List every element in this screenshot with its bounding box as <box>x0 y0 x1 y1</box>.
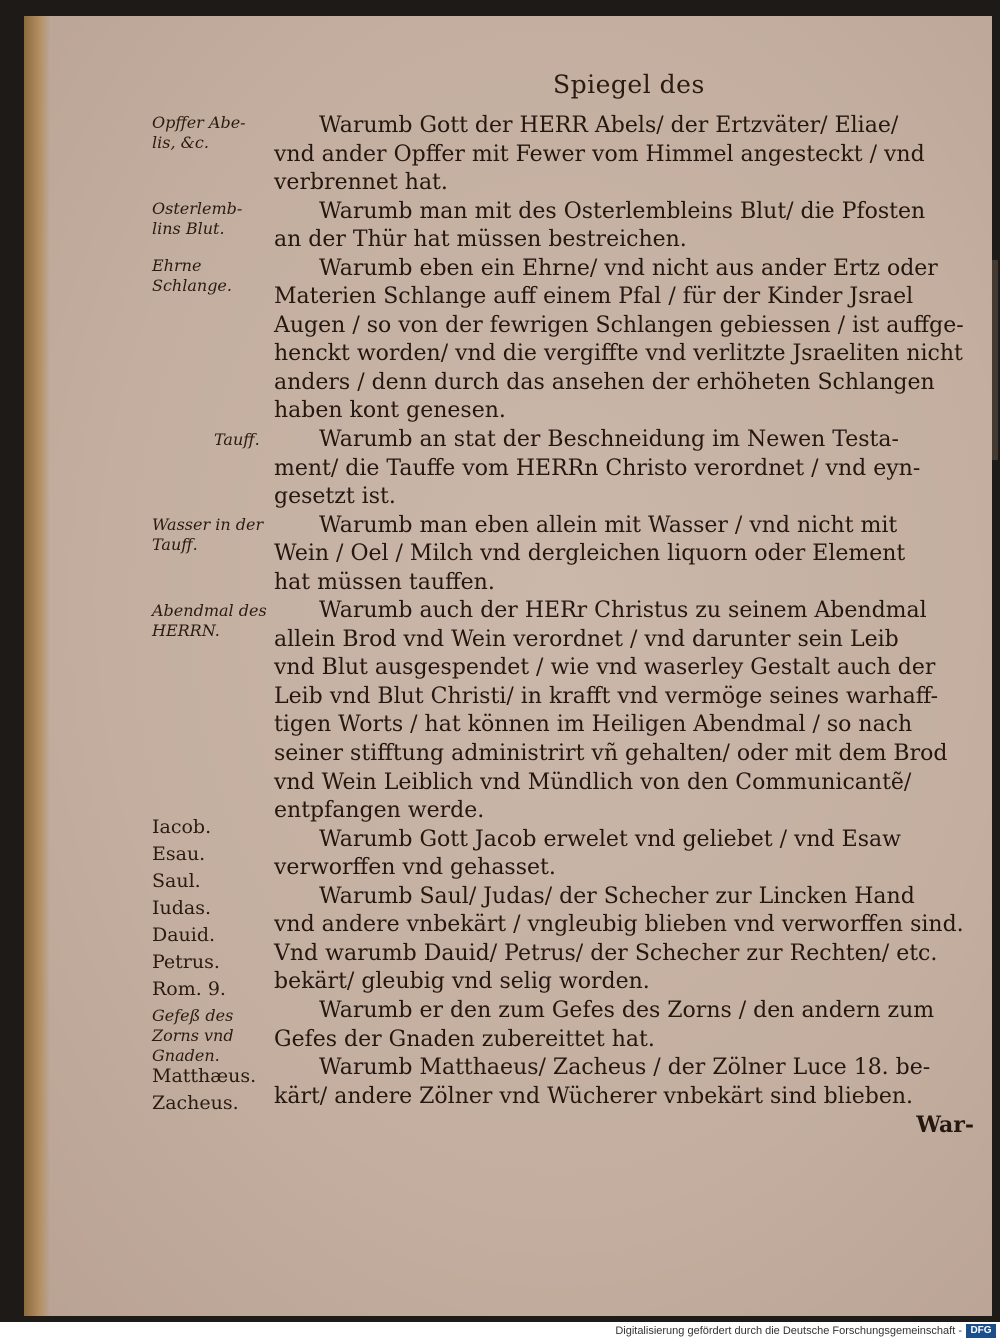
footer-bar <box>0 1322 1000 1341</box>
margin-note <box>152 113 274 153</box>
margin-note <box>152 515 274 555</box>
text-line: Wein / Oel / Milch vnd dergleichen liquorn oder Element <box>274 541 906 567</box>
paragraph <box>274 112 974 198</box>
running-header: Spiegel des <box>553 70 705 99</box>
text-line: vnd Wein Leiblich vnd Mündlich von den Communicantẽ/ <box>274 769 912 795</box>
text-line: kärt/ andere Zölner vnd Wücherer vnbekärt sind blieben. <box>274 1083 914 1109</box>
margin-note <box>152 814 274 1003</box>
text-line: Warumb Matthaeus/ Zacheus / der Zölner Luce 18. be- <box>319 1055 931 1081</box>
text-line: vnd andere vnbekärt / vngleubig blieben vnd verworffen sind. <box>274 912 964 938</box>
margin-note-line: Rom. 9. <box>152 978 226 1000</box>
margin-note-line: Petrus. <box>152 951 220 973</box>
paragraph <box>274 883 974 997</box>
paragraph <box>274 198 974 255</box>
text-line: verbrennet hat. <box>274 170 448 196</box>
margin-note-line: Dauid. <box>152 924 216 946</box>
text-line: Warumb man mit des Osterlembleins Blut/ die Pfosten <box>319 198 926 224</box>
text-line: Warumb Saul/ Judas/ der Schecher zur Lincken Hand <box>319 883 915 909</box>
text-line: Warumb Gott Jacob erwelet vnd geliebet / vnd Esaw <box>319 826 901 852</box>
text-line: Leib vnd Blut Christi/ in krafft vnd vermöge seines warhaff- <box>274 683 939 709</box>
text-line: Warumb an stat der Beschneidung im Newen Testa- <box>319 427 899 453</box>
main-text <box>274 112 974 1140</box>
page-right-edge <box>992 260 998 460</box>
text-line: gesetzt ist. <box>274 484 396 510</box>
margin-note-line: Schlange. <box>152 276 232 295</box>
margin-note <box>152 256 274 296</box>
text-line: henckt worden/ vnd die vergiffte vnd verlitzte Jsraeliten nicht <box>274 341 963 367</box>
text-line: Warumb Gott der HERR Abels/ der Ertzväter/ Eliae/ <box>319 113 899 138</box>
margin-note-line: Tauff. <box>214 430 260 449</box>
text-line: allein Brod vnd Wein verordnet / vnd darunter sein Leib <box>274 626 899 652</box>
margin-note-line: Zorns vnd <box>152 1026 234 1045</box>
margin-note-line: Wasser in der <box>152 515 264 534</box>
text-line: haben kont genesen. <box>274 398 506 424</box>
paragraph <box>274 512 974 598</box>
margin-note-line: Gefeß des <box>152 1006 234 1025</box>
margin-note-line: Iudas. <box>152 897 212 919</box>
paragraph <box>274 1054 974 1111</box>
margin-note-line: lins Blut. <box>152 219 225 238</box>
margin-note <box>152 1006 274 1066</box>
margin-note <box>152 199 274 239</box>
text-line: Warumb man eben allein mit Wasser / vnd nicht mit <box>319 512 898 538</box>
margin-note-line: Gnaden. <box>152 1046 220 1065</box>
text-line: entpfangen werde. <box>274 798 485 824</box>
page-gutter <box>24 16 50 1316</box>
text-line: bekärt/ gleubig vnd selig worden. <box>274 969 650 995</box>
margin-note-line: Osterlemb- <box>152 199 243 218</box>
footer-credit: Digitalisierung gefördert durch die Deutsche Forschungsgemeinschaft - <box>615 1325 962 1337</box>
text-line: Warumb auch der HERr Christus zu seinem Abendmal <box>319 598 927 624</box>
dfg-logo: DFG <box>966 1324 996 1338</box>
text-line: tigen Worts / hat können im Heiligen Abendmal / so nach <box>274 712 913 738</box>
text-line: vnd ander Opffer mit Fewer vom Himmel angesteckt / vnd <box>274 141 925 167</box>
text-line: Warumb eben ein Ehrne/ vnd nicht aus ander Ertz oder <box>319 255 938 281</box>
paragraph <box>274 997 974 1054</box>
text-line: verworffen vnd gehasset. <box>274 855 556 881</box>
margin-note <box>152 1063 274 1117</box>
paragraph <box>274 255 974 426</box>
text-line: Warumb er den zum Gefes des Zorns / den andern zum <box>319 997 935 1023</box>
text-line: Gefes der Gnaden zubereittet hat. <box>274 1026 655 1052</box>
margin-note-line: Matthæus. <box>152 1065 257 1087</box>
text-line: Vnd warumb Dauid/ Petrus/ der Schecher zur Rechten/ etc. <box>274 940 938 966</box>
margin-note-line: Opffer Abe- <box>152 113 246 132</box>
margin-note-line: HERRN. <box>152 621 220 640</box>
text-line: hat müssen tauffen. <box>274 569 495 595</box>
margin-note-line: Zacheus. <box>152 1092 239 1114</box>
text-line: an der Thür hat müssen bestreichen. <box>274 227 687 253</box>
paragraph <box>274 426 974 512</box>
paragraph <box>274 826 974 883</box>
text-line: vnd Blut ausgespendet / wie vnd waserley Gestalt auch der <box>274 655 936 681</box>
paragraph <box>274 597 974 825</box>
text-line: anders / denn durch das ansehen der erhöheten Schlangen <box>274 369 935 395</box>
catchword: War- <box>916 1112 974 1139</box>
margin-note-line: Abendmal des <box>152 601 267 620</box>
text-line: Materien Schlange auff einem Pfal / für der Kinder Jsrael <box>274 284 914 310</box>
text-line: ment/ die Tauffe vom HERRn Christo verordnet / vnd eyn- <box>274 455 921 481</box>
margin-note-line: Esau. <box>152 843 206 865</box>
margin-note-line: Tauff. <box>152 535 198 554</box>
text-line: Augen / so von der fewrigen Schlangen gebiessen / ist auffge- <box>274 312 964 338</box>
margin-note-line: Ehrne <box>152 256 202 275</box>
margin-note-line: Saul. <box>152 870 201 892</box>
margin-note-line: lis, &c. <box>152 133 209 152</box>
text-line: seiner stifftung administrirt vñ gehalten/ oder mit dem Brod <box>274 741 948 767</box>
margin-note-line: Iacob. <box>152 816 212 838</box>
margin-note <box>152 601 274 641</box>
